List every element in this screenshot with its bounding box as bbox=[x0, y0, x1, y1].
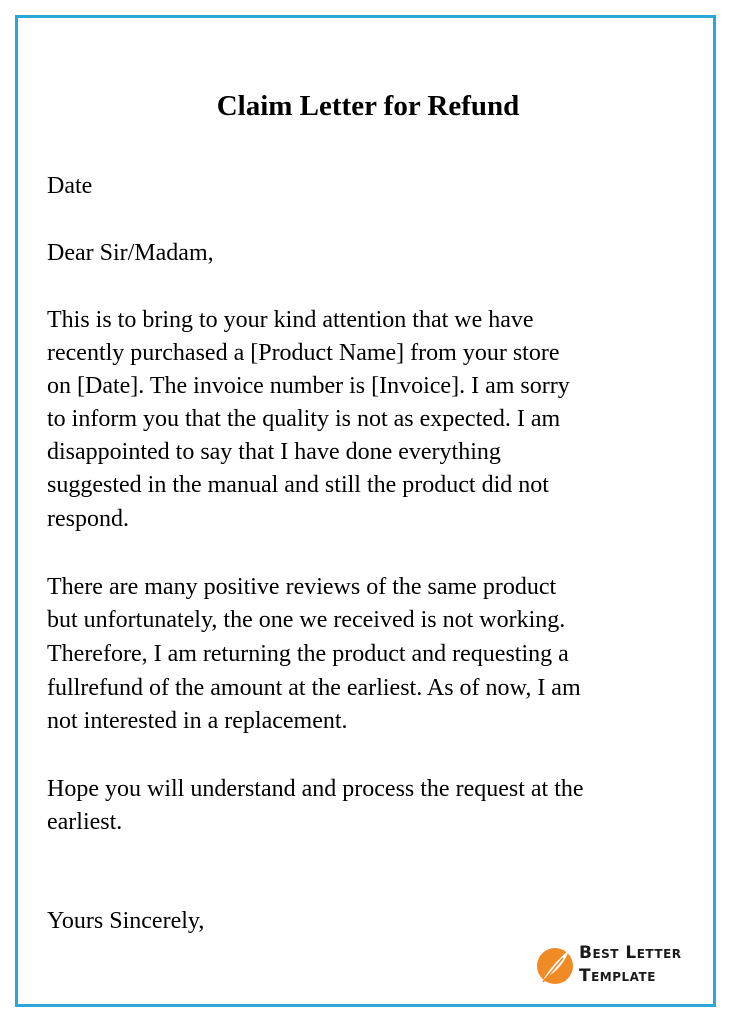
logo-line-1: Best Letter bbox=[579, 943, 682, 963]
paragraph-2-line: fullrefund of the amount at the earliest. As of now, I am bbox=[47, 675, 581, 701]
paragraph-1-line: suggested in the manual and still the product did not bbox=[47, 472, 549, 498]
paragraph-1-line: on [Date]. The invoice number is [Invoice]. I am sorry bbox=[47, 373, 570, 399]
feather-quill-icon bbox=[535, 940, 575, 990]
letter-title: Claim Letter for Refund bbox=[216, 90, 520, 122]
paragraph-3-line: Hope you will understand and process the request at the bbox=[47, 776, 584, 802]
closing-line: Yours Sincerely, bbox=[47, 908, 205, 934]
paragraph-1-line: This is to bring to your kind attention that we have bbox=[47, 307, 534, 333]
best-letter-template-logo bbox=[535, 938, 705, 994]
paragraph-1-line: to inform you that the quality is not as expected. I am bbox=[47, 406, 561, 432]
paragraph-2-line: not interested in a replacement. bbox=[47, 708, 348, 734]
salutation: Dear Sir/Madam, bbox=[47, 240, 214, 266]
logo-wordmark bbox=[579, 942, 682, 988]
paragraph-2-line: but unfortunately, the one we received is not working. bbox=[47, 607, 566, 633]
paragraph-1-line: respond. bbox=[47, 506, 129, 532]
paragraph-1-line: recently purchased a [Product Name] from your store bbox=[47, 340, 560, 366]
paragraph-2-line: There are many positive reviews of the same product bbox=[47, 574, 557, 600]
date-line: Date bbox=[47, 173, 93, 199]
paragraph-2-line: Therefore, I am returning the product and requesting a bbox=[47, 641, 569, 667]
paragraph-1-line: disappointed to say that I have done everything bbox=[47, 439, 501, 465]
paragraph-3-line: earliest. bbox=[47, 809, 123, 835]
logo-line-2: Template bbox=[579, 966, 656, 986]
